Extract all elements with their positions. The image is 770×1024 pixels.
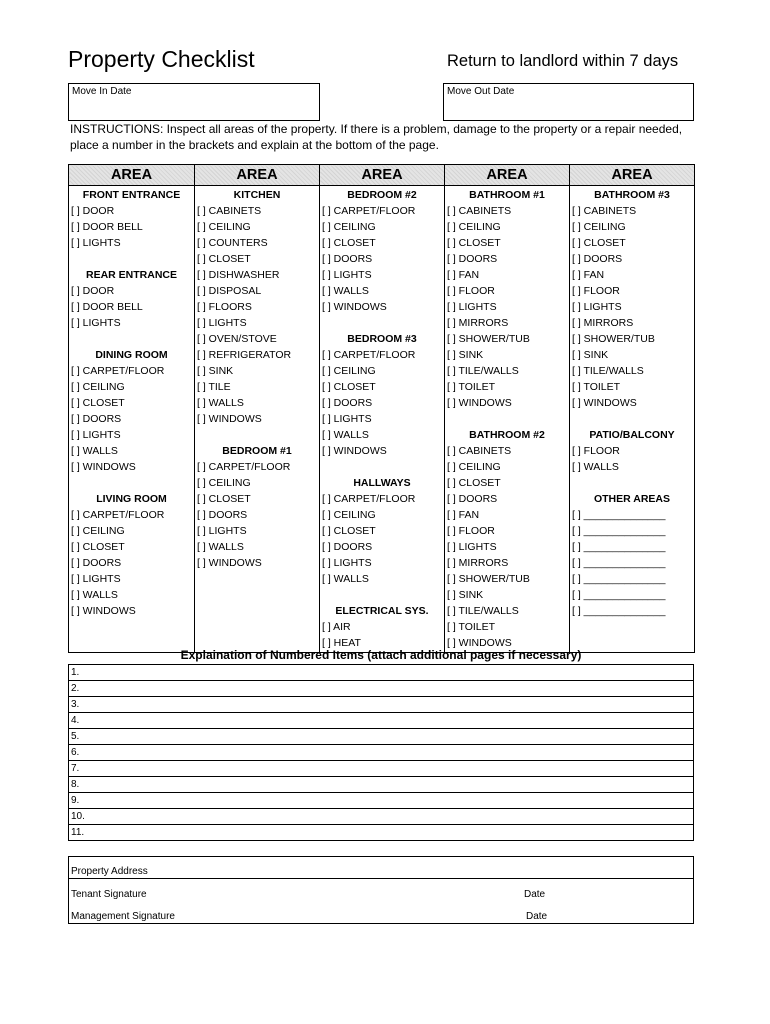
checklist-header-row [69,165,695,186]
checklist-item[interactable]: [ ] WALLS [71,589,118,601]
checklist-item[interactable]: [ ] DOOR BELL [71,221,143,233]
checklist-column [69,186,195,653]
checklist-item[interactable]: [ ] LIGHTS [197,525,247,537]
checklist-item[interactable]: [ ] CARPET/FLOOR [71,365,165,377]
property-address-label: Property Address [71,866,148,877]
checklist-column [445,186,570,653]
checklist-item[interactable]: [ ] LIGHTS [71,573,121,585]
checklist-item[interactable]: [ ] DISHWASHER [197,269,280,281]
checklist-item[interactable]: [ ] DOOR BELL [71,301,143,313]
spacer [69,331,194,347]
section-heading: BATHROOM #2 [469,429,545,441]
return-note: Return to landlord within 7 days [447,52,679,70]
explanation-row[interactable]: 5. [69,729,693,745]
checklist-item[interactable]: [ ] TILE/WALLS [447,605,519,617]
area-header: AREA [445,165,570,186]
section-heading: LIVING ROOM [96,493,167,505]
checklist-item[interactable]: [ ] CEILING [71,381,125,393]
area-header: AREA [570,165,695,186]
checklist-item[interactable]: [ ] DOORS [71,557,122,569]
checklist-item[interactable]: [ ] WINDOWS [447,637,512,649]
section-heading: BATHROOM #1 [469,189,545,201]
move-out-date-field[interactable] [443,83,694,121]
tenant-date-label: Date [524,889,546,900]
area-header: AREA [320,165,445,186]
checklist-item[interactable]: [ ] CLOSET [447,237,501,249]
checklist-item[interactable]: [ ] CABINETS [197,205,262,217]
spacer [69,251,194,267]
checklist-item[interactable]: [ ] FLOOR [572,285,620,297]
checklist-item[interactable]: [ ] CEILING [322,221,376,233]
section-heading: HALLWAYS [353,477,411,489]
explanation-row[interactable]: 9. [69,793,693,809]
checklist-item[interactable]: [ ] CARPET/FLOOR [322,205,416,217]
checklist-item[interactable]: [ ] WALLS [322,285,369,297]
section-heading: REAR ENTRANCE [85,269,177,281]
checklist-item[interactable]: [ ] CLOSET [447,477,501,489]
spacer [320,587,444,603]
checklist-item[interactable]: [ ] FLOOR [447,285,495,297]
checklist-item[interactable]: [ ] CLOSET [322,237,376,249]
property-address-line[interactable] [69,865,693,879]
checklist-item[interactable]: [ ] CEILING [71,525,125,537]
section-heading: OTHER AREAS [593,493,671,505]
checklist-item[interactable]: [ ] CLOSET [71,397,125,409]
checklist-item[interactable]: [ ] SINK [447,349,484,361]
checklist-item[interactable]: [ ] DOORS [322,541,373,553]
section-heading: BATHROOM #3 [594,189,670,201]
checklist-item[interactable]: [ ] TOILET [572,381,621,393]
checklist-item[interactable]: [ ] LIGHTS [322,557,372,569]
checklist-item[interactable]: [ ] TILE/WALLS [572,365,644,377]
checklist-item[interactable]: [ ] FLOOR [572,445,620,457]
checklist-item[interactable]: [ ] WINDOWS [572,397,637,409]
checklist-item[interactable]: [ ] MIRRORS [572,317,634,329]
spacer [320,459,444,475]
checklist-item[interactable]: [ ] TOILET [447,621,496,633]
checklist-item[interactable]: [ ] CLOSET [322,381,376,393]
section-heading: BEDROOM #2 [347,189,417,201]
checklist-item[interactable]: [ ] LIGHTS [322,269,372,281]
checklist-item[interactable]: [ ] WINDOWS [71,461,136,473]
explanation-row[interactable]: 10. [69,809,693,825]
checklist-item[interactable]: [ ] FAN [572,269,605,281]
spacer [570,475,694,491]
checklist-item[interactable]: [ ] OVEN/STOVE [197,333,277,345]
checklist-item[interactable]: [ ] LIGHTS [447,541,497,553]
checklist-item[interactable]: [ ] AIR [322,621,351,633]
checklist-item[interactable]: [ ] ______________ [572,605,666,617]
checklist-item[interactable]: [ ] DOORS [322,253,373,265]
checklist-item[interactable]: [ ] MIRRORS [447,557,509,569]
explanation-row[interactable]: 6. [69,745,693,761]
checklist-item[interactable]: [ ] FAN [447,269,480,281]
checklist-item[interactable]: [ ] ______________ [572,573,666,585]
checklist-item[interactable]: [ ] LIGHTS [71,429,121,441]
checklist-item[interactable]: [ ] DOORS [447,253,498,265]
move-in-date-label: Move In Date [72,86,132,97]
move-out-date-label: Move Out Date [447,86,515,97]
checklist-item[interactable]: [ ] SHOWER/TUB [572,333,655,345]
section-heading: KITCHEN [233,189,281,201]
section-heading: BEDROOM #1 [222,445,292,457]
checklist-item[interactable]: [ ] TILE/WALLS [447,365,519,377]
checklist-body-row [69,186,695,653]
checklist-item[interactable]: [ ] SHOWER/TUB [447,333,530,345]
checklist-item[interactable]: [ ] DOOR [71,285,115,297]
checklist-item[interactable]: [ ] SINK [572,349,609,361]
checklist-item[interactable]: [ ] CEILING [197,221,251,233]
checklist-item[interactable]: [ ] CEILING [197,477,251,489]
explanation-row[interactable]: 3. [69,697,693,713]
section-heading: FRONT ENTRANCE [82,189,181,201]
checklist-item[interactable]: [ ] WALLS [197,397,244,409]
checklist-item[interactable]: [ ] DOORS [322,397,373,409]
checklist-item[interactable]: [ ] CABINETS [447,205,512,217]
checklist-item[interactable]: [ ] ______________ [572,557,666,569]
checklist-item[interactable]: [ ] LIGHTS [71,317,121,329]
checklist-item[interactable]: [ ] LIGHTS [447,301,497,313]
checklist-item[interactable]: [ ] CABINETS [447,445,512,457]
checklist-item[interactable]: [ ] WALLS [572,461,619,473]
checklist-item[interactable]: [ ] CEILING [322,509,376,521]
checklist-item[interactable]: [ ] TOILET [447,381,496,393]
instructions: INSTRUCTIONS: Inspect all areas of the property. If there is a problem, damage to the property or a repair needed, place a number in the brackets and explain at the bottom of the page. [70,122,683,152]
checklist-item[interactable]: [ ] LIGHTS [71,237,121,249]
tenant-signature-label: Tenant Signature [71,889,147,900]
checklist-item[interactable]: [ ] DOORS [572,253,623,265]
checklist-item[interactable]: [ ] CEILING [572,221,626,233]
checklist-item[interactable]: [ ] CARPET/FLOOR [322,349,416,361]
checklist-item[interactable]: [ ] MIRRORS [447,317,509,329]
checklist-item[interactable]: [ ] LIGHTS [197,317,247,329]
checklist-item[interactable]: [ ] COUNTERS [197,237,268,249]
checklist-item[interactable]: [ ] CARPET/FLOOR [197,461,291,473]
checklist-item[interactable]: [ ] FLOOR [447,525,495,537]
explanation-row[interactable]: 11. [69,825,693,841]
explanation-row[interactable]: 8. [69,777,693,793]
checklist-item[interactable]: [ ] DOORS [197,509,248,521]
area-header: AREA [69,165,195,186]
section-heading: PATIO/BALCONY [589,429,675,441]
checklist-item[interactable]: [ ] DOORS [71,413,122,425]
explanation-title: Explaination of Numbered Items (attach additional pages if necessary) [180,648,582,662]
checklist-item[interactable]: [ ] CABINETS [572,205,637,217]
checklist-item[interactable]: [ ] WINDOWS [197,413,262,425]
section-heading: DINING ROOM [95,349,168,361]
checklist-item[interactable]: [ ] ______________ [572,509,666,521]
checklist-item[interactable]: [ ] CLOSET [322,525,376,537]
checklist-item[interactable]: [ ] SINK [447,589,484,601]
checklist-item[interactable]: [ ] CEILING [322,365,376,377]
section-heading: ELECTRICAL SYS. [335,605,429,617]
checklist-item[interactable]: [ ] SHOWER/TUB [447,573,530,585]
explanation-row[interactable]: 2. [69,681,693,697]
area-header: AREA [195,165,320,186]
checklist-item[interactable]: [ ] LIGHTS [322,413,372,425]
checklist-item[interactable]: [ ] WALLS [322,573,369,585]
spacer [570,411,694,427]
checklist-item[interactable]: [ ] WINDOWS [322,301,387,313]
management-signature-label: Management Signature [71,911,175,922]
checklist-item[interactable]: [ ] WALLS [322,429,369,441]
signature-block [68,856,694,924]
checklist-item[interactable]: [ ] SINK [197,365,234,377]
checklist-item[interactable]: [ ] CEILING [447,461,501,473]
checklist-item[interactable]: [ ] CARPET/FLOOR [71,509,165,521]
checklist-item[interactable]: [ ] HEAT [322,637,361,649]
checklist-item[interactable]: [ ] CLOSET [572,237,626,249]
checklist-item[interactable]: [ ] FAN [447,509,480,521]
checklist-item[interactable]: [ ] FLOORS [197,301,252,313]
management-date-label: Date [526,911,548,922]
checklist-item[interactable]: [ ] CEILING [447,221,501,233]
checklist-item[interactable]: [ ] CLOSET [197,253,251,265]
checklist-item[interactable]: [ ] ______________ [572,541,666,553]
checklist-item[interactable]: [ ] DISPOSAL [197,285,262,297]
spacer [69,475,194,491]
spacer [445,411,569,427]
checklist-column [570,186,695,653]
page-title: Property Checklist [68,46,255,72]
explanation-row[interactable]: 4. [69,713,693,729]
checklist-item[interactable]: [ ] TILE [197,381,231,393]
spacer [320,315,444,331]
checklist-item[interactable]: [ ] REFRIGERATOR [197,349,292,361]
checklist-item[interactable]: [ ] CARPET/FLOOR [322,493,416,505]
checklist-item[interactable]: [ ] WALLS [197,541,244,553]
checklist-item[interactable]: [ ] DOOR [71,205,115,217]
spacer [195,427,319,443]
move-in-date-field[interactable] [68,83,320,121]
checklist-item[interactable]: [ ] ______________ [572,589,666,601]
checklist-item[interactable]: [ ] WINDOWS [197,557,262,569]
explanation-row[interactable]: 1. [69,665,693,681]
checklist-item[interactable]: [ ] WINDOWS [447,397,512,409]
checklist-item[interactable]: [ ] DOORS [447,493,498,505]
checklist-item[interactable]: [ ] LIGHTS [572,301,622,313]
section-heading: BEDROOM #3 [347,333,417,345]
checklist-column [195,186,320,653]
checklist-item[interactable]: [ ] ______________ [572,525,666,537]
checklist-item[interactable]: [ ] CLOSET [71,541,125,553]
checklist-item[interactable]: [ ] WINDOWS [322,445,387,457]
checklist-column [320,186,445,653]
checklist-item[interactable]: [ ] WALLS [71,445,118,457]
explanation-list [68,664,694,841]
checklist-item[interactable]: [ ] CLOSET [197,493,251,505]
checklist-item[interactable]: [ ] WINDOWS [71,605,136,617]
checklist-table [68,164,695,653]
explanation-row[interactable]: 7. [69,761,693,777]
